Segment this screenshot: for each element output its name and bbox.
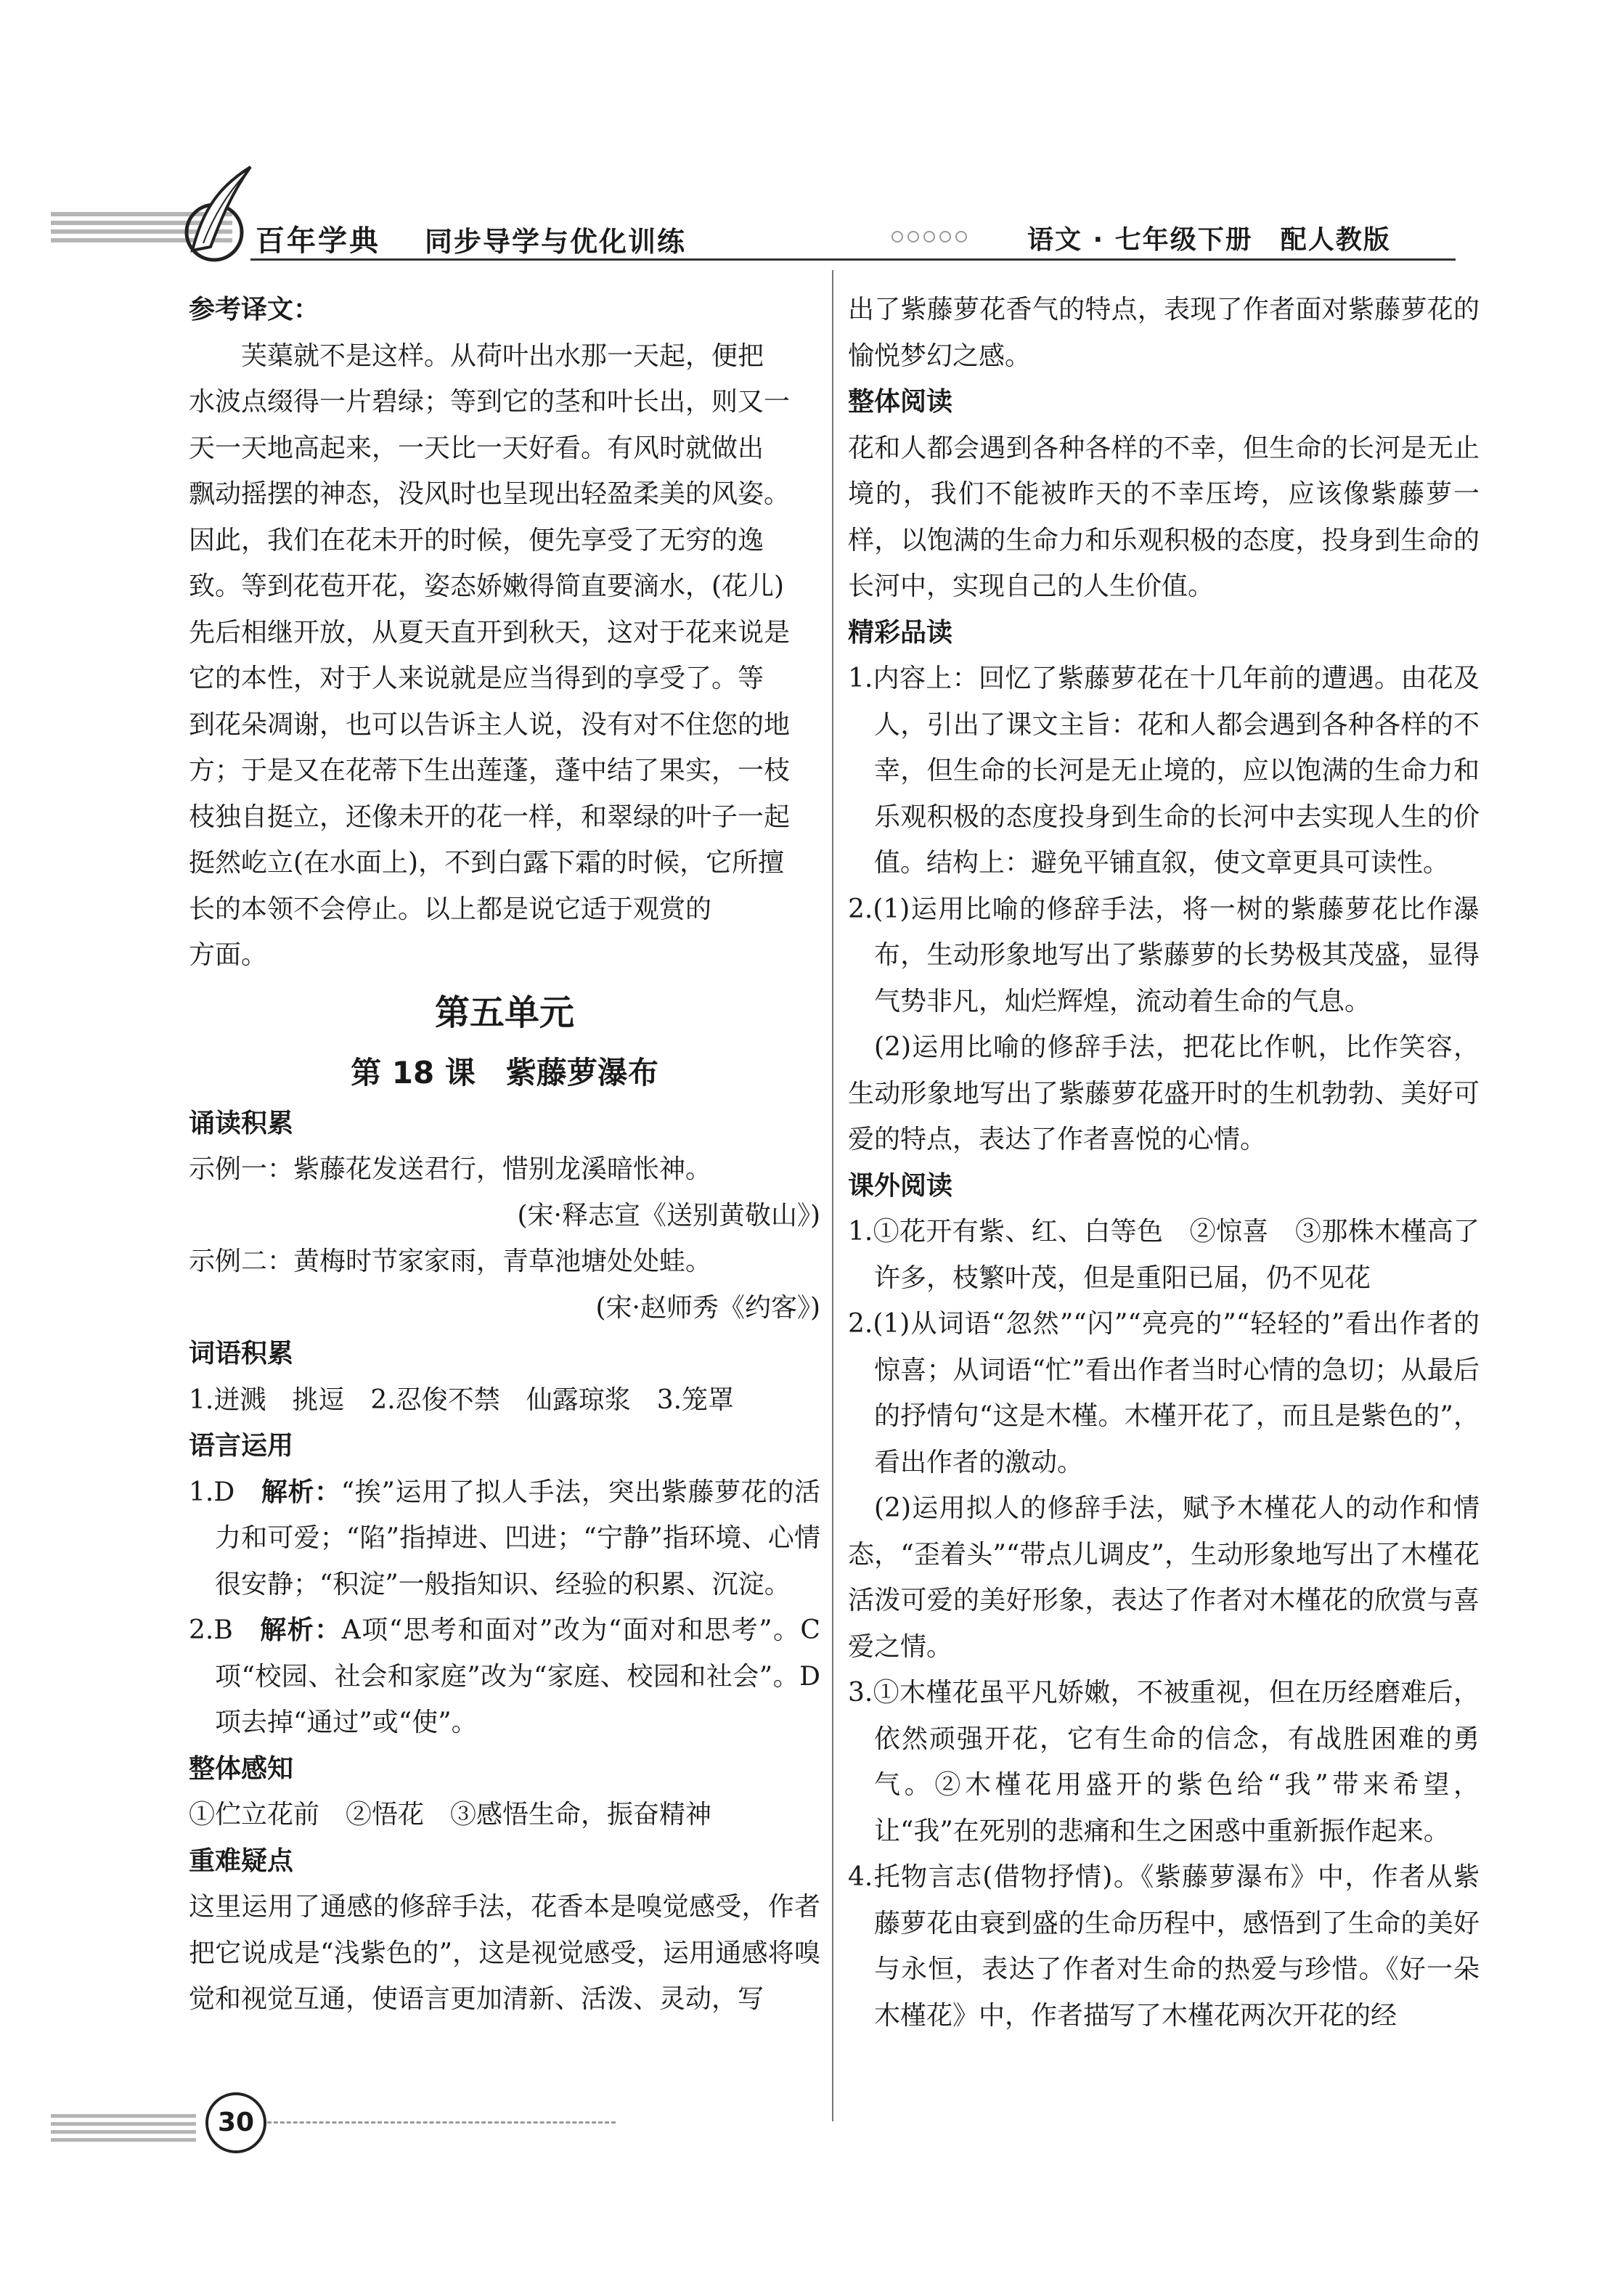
brand-title: 百年学典 [256,224,380,258]
brand-subtitle: 同步导学与优化训练 [425,226,687,258]
section-heading-highlight: 精彩品读 [848,617,953,648]
translation-line: 因此，我们在花未开的时候，便先享受了无穷的逸 [189,525,764,555]
page-header [0,0,1624,276]
translation-line: 方面。 [189,940,268,970]
translation-line: 先后相继开放，从夏天直开到秋天，这对于花来说是 [189,617,791,648]
translation-line: 飘动摇摆的神态，没风时也呈现出轻盈柔美的风姿。 [189,479,791,509]
translation-line: 天一天地高起来，一天比一天好看。有风时就做出 [189,433,764,463]
perceive-answer: ①伫立花前 ②悟花 ③感悟生命，振奋精神 [189,1800,712,1830]
extra-answer-4: 4.托物言志(借物抒情)。《紫藤萝瀑布》中，作者从紫藤萝花由衰到盛的生命历程中，感悟到了生命的美好与永恒，表达了作者对生命的热爱与珍惜。《好一朵木槿花》中，作者描写了木槿花两次开花的经 [848,1862,1480,2031]
section-heading-extra: 课外阅读 [848,1170,953,1201]
page-number: 30 [205,2092,266,2153]
answer-letter: 1.D [189,1477,235,1507]
feather-logo-icon [171,163,258,265]
section-heading-perceive: 整体感知 [189,1753,294,1784]
section-heading-reference: 参考译文： [189,295,320,325]
example-two-source: (宋·赵师秀《约客》) [595,1292,820,1323]
section-heading-difficult: 重难疑点 [189,1845,294,1876]
column-divider [832,270,833,2121]
right-column [848,287,1480,2039]
highlight-answer-2b: (2)运用比喻的修辞手法，把花比作帆，比作笑容，生动形象地写出了紫藤萝花盛开时的生机勃勃、美好可爱的特点，表达了作者喜悦的心情。 [848,1032,1480,1154]
section-heading-words: 词语积累 [189,1339,294,1369]
example-one-source: (宋·释志宣《送别黄敬山》) [517,1200,820,1231]
analysis-label: 解析： [261,1477,341,1507]
extra-answer-3: 3.①木槿花虽平凡娇嫩，不被重视，但在历经磨难后，依然顽强开花，它有生命的信念，有战胜困难的勇气。②木槿花用盛开的紫色给“我”带来希望，让“我”在死别的悲痛和生之困惑中重新振作起来。 [848,1678,1480,1846]
translation-line: 方；于是又在花蒂下生出莲蓬，蓬中结了果实，一枝 [189,756,791,786]
translation-line: 到花朵凋谢，也可以告诉主人说，没有对不住您的地 [189,709,791,740]
translation-line: 芙蕖就不是这样。从荷叶出水那一天起，便把 [241,340,764,371]
example-two: 示例二：黄梅时节家家雨，青草池塘处处蛙。 [189,1247,712,1276]
translation-line: 长的本领不会停止。以上都是说它适于观赏的 [189,894,712,924]
difficult-answer: 这里运用了通感的修辞手法，花香本是嗅觉感受，作者把它说成是“浅紫色的”，这是视觉感受，运用通感将嗅觉和视觉互通，使语言更加清新、活泼、灵动，写 [189,1892,820,2014]
language-answer-1 [189,1469,820,1608]
unit-title: 第五单元 [434,992,574,1033]
footer-decor-lines [51,2114,196,2146]
words-answer: 1.迸溅 挑逗 2.忍俊不禁 仙露琼浆 3.笼罩 [189,1384,735,1415]
translation-line: 枝独自挺立，还像未开的花一样，和翠绿的叶子一起 [189,802,791,832]
header-dots-decor [891,231,971,245]
extra-answer-1: 1.①花开有紫、红、白等色 ②惊喜 ③那株木槿高了许多，枝繁叶茂，但是重阳已届，仍不见花 [848,1217,1480,1293]
answer-letter: 2.B [189,1615,233,1645]
extra-answer-2b: (2)运用拟人的修辞手法，赋予木槿花人的动作和情态，“歪着头”“带点儿调皮”，生动形象地写出了木槿花活泼可爱的美好形象，表达了作者对木槿花的欣赏与喜爱之情。 [848,1493,1480,1662]
example-one: 示例一：紫藤花发送君行，惜别龙溪暗怅神。 [189,1154,712,1184]
left-column [189,287,820,2023]
section-heading-whole: 整体阅读 [848,387,953,417]
translation-line: 挺然屹立(在水面上)，不到白露下霜的时候，它所擅 [189,848,785,878]
language-answer-2 [189,1607,820,1746]
analysis-text: “挨”运用了拟人手法，突出紫藤萝花的活力和可爱；“陷”指掉进、凹进；“宁静”指环境、心情很安静；“积淀”一般指知识、经验的积累、沉淀。 [215,1477,820,1599]
whole-answer: 花和人都会遇到各种各样的不幸，但生命的长河是无止境的，我们不能被昨天的不幸压垮，应该像紫藤萝一样，以饱满的生命力和乐观积极的态度，投身到生命的长河中，实现自己的人生价值。 [848,433,1480,601]
analysis-text: A项“思考和面对”改为“面对和思考”。C项“校园、社会和家庭”改为“家庭、校园和社会”。D项去掉“通过”或“使”。 [215,1615,820,1737]
subject-label: 语文 · 七年级下册 配人教版 [1027,225,1391,255]
header-rule [250,258,1456,261]
highlight-answer-1: 1.内容上：回忆了紫藤萝花在十几年前的遭遇。由花及人，引出了课文主旨：花和人都会遇到各种各样的不幸，但生命的长河是无止境的，应以饱满的生命力和乐观积极的态度投身到生命的长河中去实现人生的价值。结构上：避免平铺直叙，使文章更具可读性。 [848,664,1480,878]
lesson-title: 第 18 课 紫藤萝瀑布 [351,1054,658,1090]
analysis-label: 解析： [258,1615,342,1645]
translation-line: 水波点缀得一片碧绿；等到它的茎和叶长出，则又一 [189,387,791,417]
highlight-answer-2a: 2.(1)运用比喻的修辞手法，将一树的紫藤萝花比作瀑布，生动形象地写出了紫藤萝的长势极其茂盛，显得气势非凡，灿烂辉煌，流动着生命的气息。 [848,894,1480,1016]
section-heading-recite: 诵读积累 [189,1108,294,1138]
continued-text: 出了紫藤萝花香气的特点，表现了作者面对紫藤萝花的愉悦梦幻之感。 [848,295,1480,371]
translation-line: 它的本性，对于人来说就是应当得到的享受了。等 [189,664,764,693]
translation-block [189,333,820,979]
footer-dashed-rule [267,2121,616,2124]
extra-answer-2a: 2.(1)从词语“忽然”“闪”“亮亮的”“轻轻的”看出作者的惊喜；从词语“忙”看出作者当时心情的急切；从最后的抒情句“这是木槿。木槿开花了，而且是紫色的”，看出作者的激动。 [848,1309,1480,1477]
translation-line: 致。等到花苞开花，姿态娇嫩得简直要滴水，(花儿) [189,571,785,601]
section-heading-language: 语言运用 [189,1431,294,1461]
